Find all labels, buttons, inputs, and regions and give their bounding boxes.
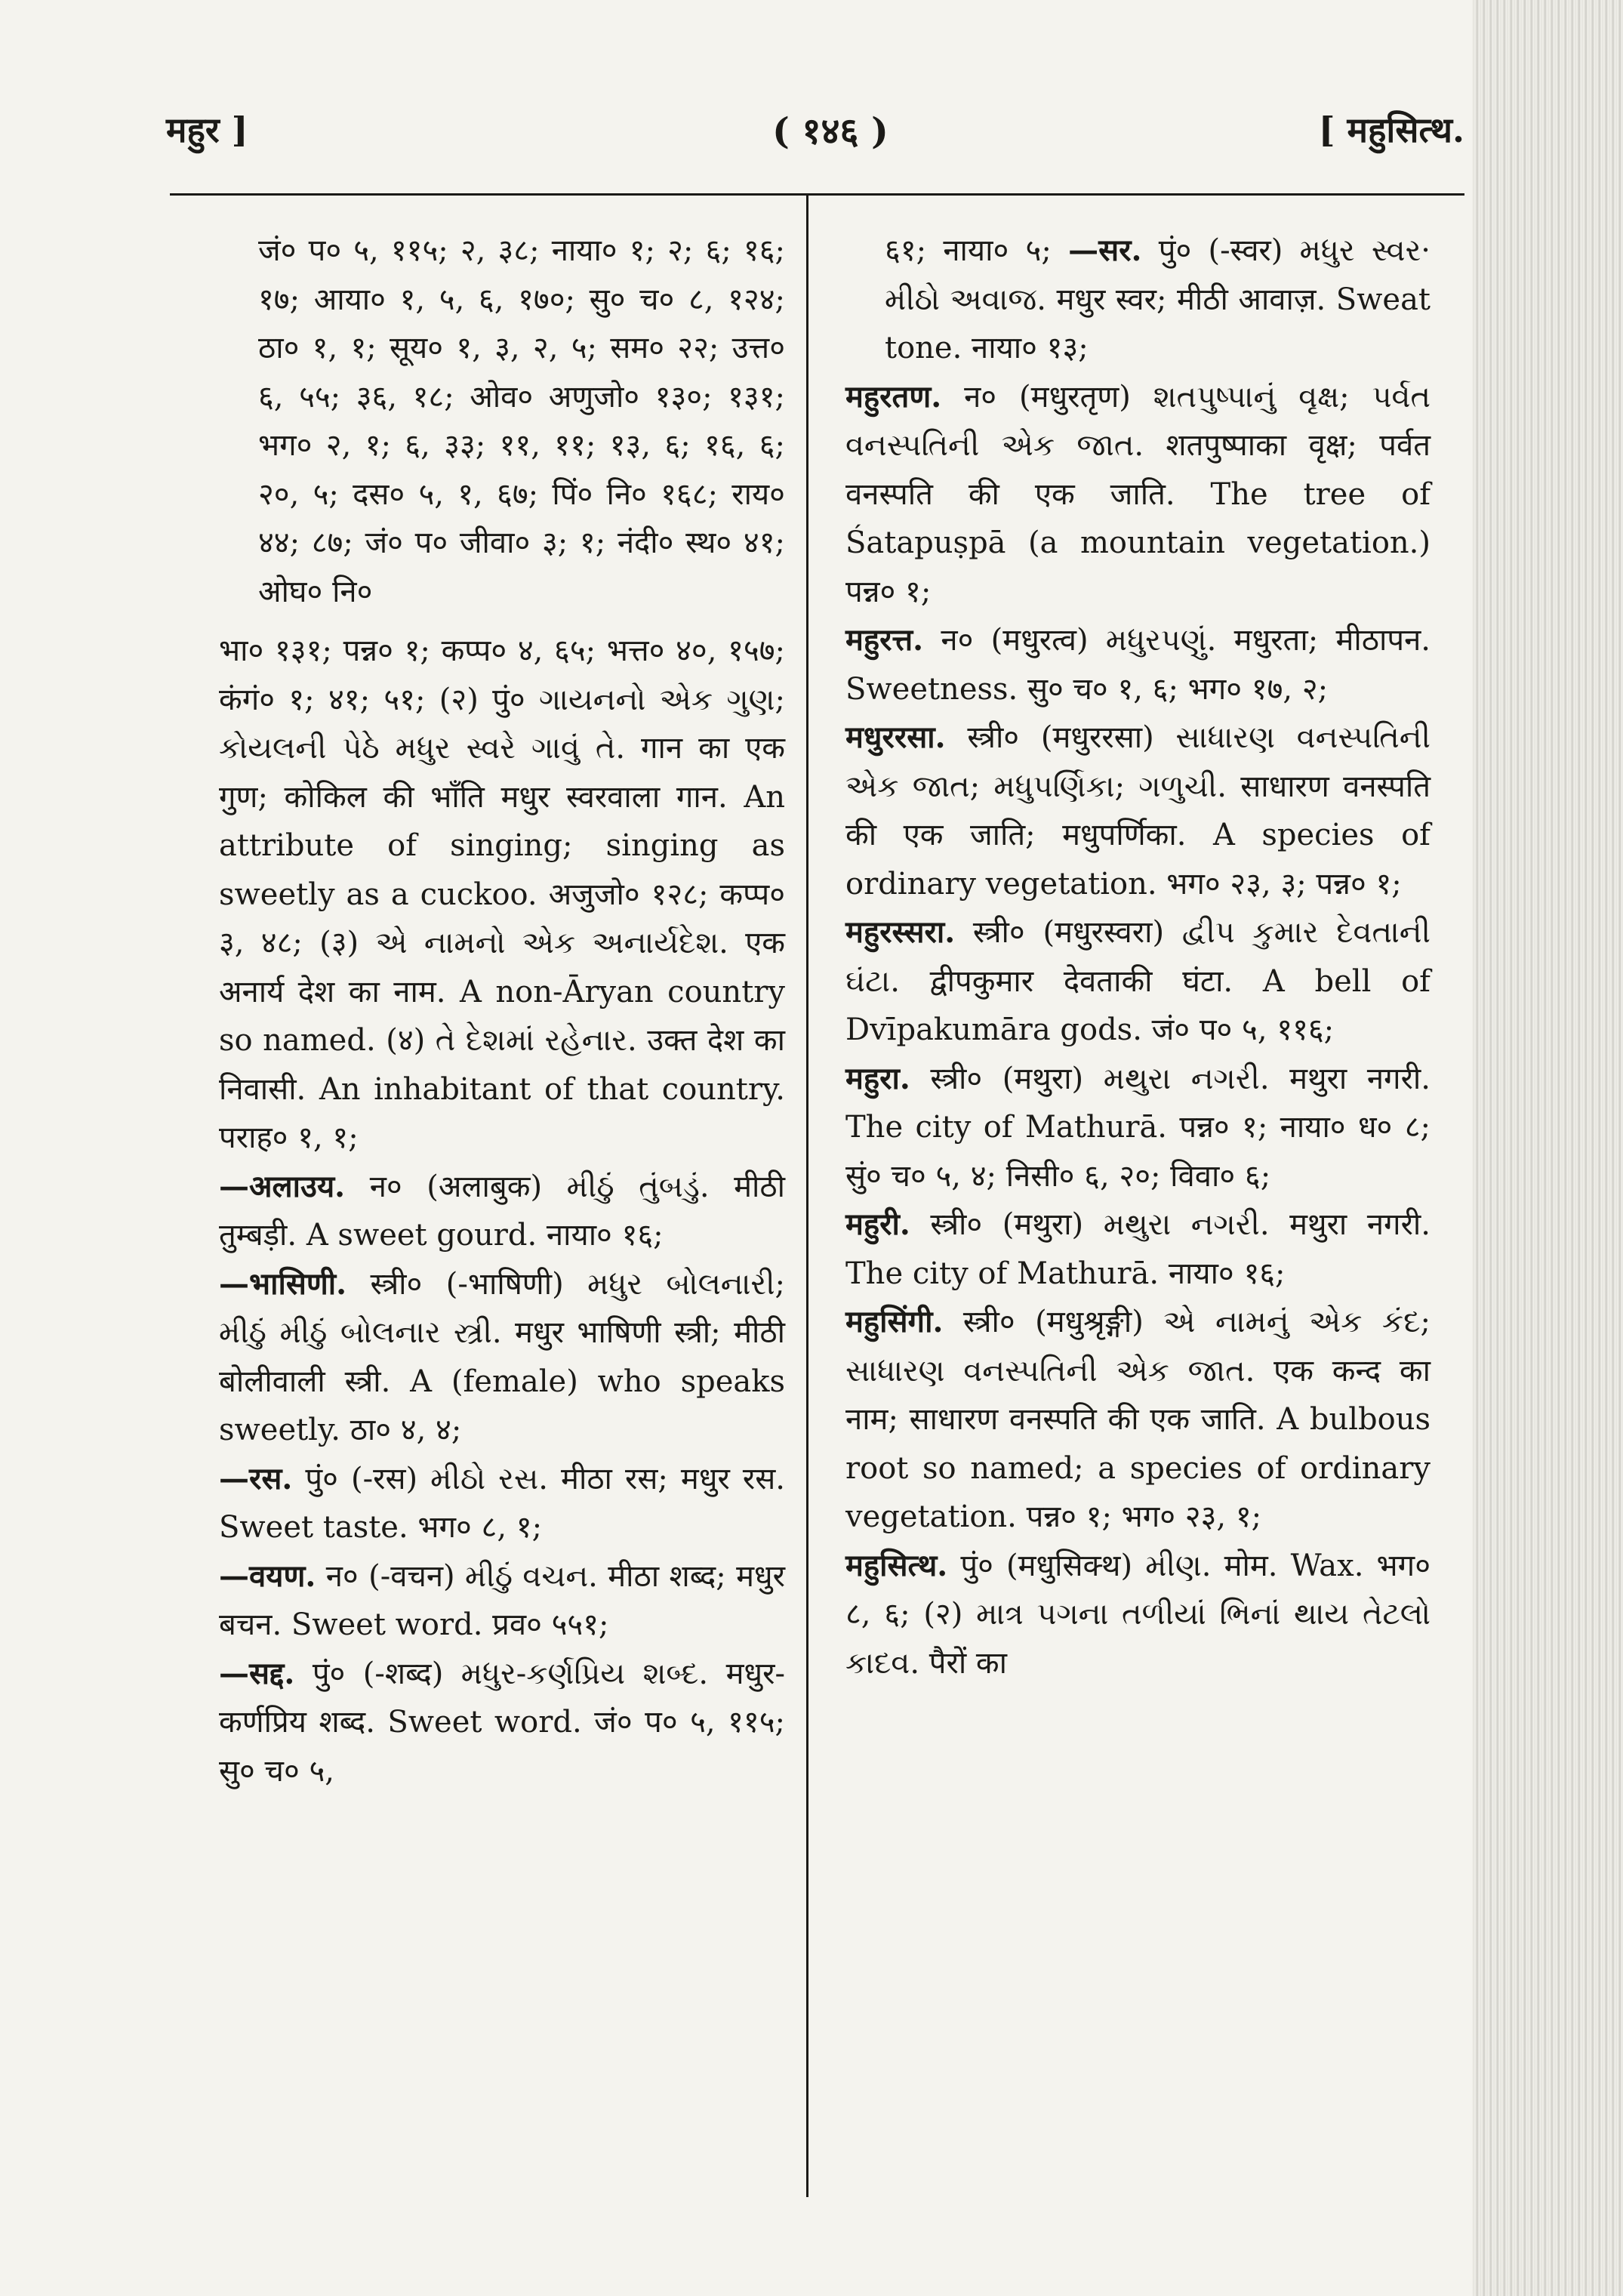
definition: स्त्री० (मधुररसा) સાધારણ વનસ્પતિની એક જાત; મધુપર્ણિકા; ગળુચી. साधारण वनस्पति की एक जाति; मधुपर्णिका. A species of ordinary vegetation. भग० २३, ३; पन्न० १; <box>845 720 1431 901</box>
dictionary-entry <box>845 1542 1431 1688</box>
definition: न० (अलाबुक) મીઠું તુંબડું. मीठी तुम्बड़ी. A sweet gourd. नाया० १६; <box>219 1169 785 1253</box>
headword: —सद्द. <box>219 1655 295 1691</box>
dictionary-entry <box>845 1298 1431 1542</box>
headword: —रस. <box>219 1460 293 1496</box>
headword: —सर. <box>1068 233 1142 268</box>
sub-entry-vayana <box>219 1552 785 1650</box>
header-right-guideword: [ महुसित्थ. <box>1318 109 1464 150</box>
headword: महुरी. <box>845 1207 910 1242</box>
definition: पुं० (-स्वर) મધુર સ્વર· મીઠો અવાજ. मधुर स्वर; मीठी आवाज़. Sweat tone. नाया० १३; <box>885 233 1431 365</box>
headword: महुरा. <box>845 1060 910 1096</box>
definition: न० (मधुरत्व) મધુરપણું. मधुरता; मीठापन. Sweetness. सु० च० १, ६; भग० १७, २; <box>845 623 1431 707</box>
entry-continuation <box>845 227 1431 373</box>
headword: महुसित्थ. <box>845 1547 948 1583</box>
dictionary-entry <box>845 1200 1431 1298</box>
headword: —भासिणी. <box>219 1265 347 1302</box>
headword: —वयण. <box>219 1558 316 1594</box>
dictionary-entry <box>845 616 1431 713</box>
headword: महुरस्सरा. <box>845 914 956 950</box>
headword: मधुररसा. <box>845 720 946 755</box>
headword: महुरत्त. <box>845 622 924 658</box>
page-header <box>166 106 1464 166</box>
definition: स्त्री० (मथुरा) મથુરા નગરી. मथुरा नगरी. The city of Mathurā. पन्न० १; नाया० ध० ८; सुं० च० ५, ४; निसी० ६, २०; विवा० ६; <box>845 1061 1431 1194</box>
sub-entry-alaauy <box>219 1163 785 1260</box>
citation: ६१; नाया० ५; <box>885 233 1052 268</box>
headword: महुरतण. <box>845 378 942 415</box>
right-column <box>845 227 1431 1687</box>
dictionary-entry <box>845 1055 1431 1201</box>
definition: न० (मधुरतृण) શતપુષ્પાનું વૃક્ષ; પર્વત વનસ્પતિની એક જાત. शतपुष्पाका वृक्ष; पर्वत वनस्पति की एक जाति. The tree of Śatapuṣpā (a mountain vegetation.) पन्न० १; <box>845 379 1431 609</box>
column-divider <box>806 195 808 2197</box>
left-column <box>219 227 785 1795</box>
page-number: ( १४६ ) <box>772 110 888 153</box>
definition: स्त्री० (मधुरस्वरा) દ્વીપ કુમાર દેવતાની ઘંટા. द्वीपकुमार देवताकी घंटा. A bell of Dvīpakumāra gods. जं० प० ५, ११६; <box>845 915 1431 1047</box>
definition: स्त्री० (मधुश्रृङ्गी) એ નામનું એક કંદ; સાધારણ વનસ્પતિની એક જાત. एक कन्द का नाम; साधारण वनस्पति की एक जाति. A bulbous root so named; a species of ordinary vegetation. पन्न० १; भग० २३, १; <box>845 1305 1431 1534</box>
entry-continuation: भा० १३१; पन्न० १; कप्प० ४, ६५; भत्त० ४०, १५७; कंगं० १; ४१; ५१; (२) पुं० ગાયનનો એક ગુણ; કોયલની પેઠે મધુર સ્વરે ગાવું તે. गान का एक गुण; कोकिल की भाँति मधुर स्वरवाला गान. An attribute of singing; singing as sweetly as a cuckoo. अजुजो० १२८; कप्प० ३, ४८; (३) એ નામનો એક અનાર્યદેશ. एक अनार्य देश का नाम. A non-Āryan country so named. (४) તે દેશમાં રહેનાર. उक्त देश का निवासी. An inhabitant of that country. पराह० १, १; <box>219 633 785 1155</box>
header-rule <box>170 193 1464 196</box>
definition: पुं० (-रस) મીઠો રસ. मीठा रस; मधुर रस. Sweet taste. भग० ८, १; <box>219 1461 785 1545</box>
definition: स्त्री० (मथुरा) મથુરા નગરી. मथुरा नगरी. The city of Mathurā. नाया० १६; <box>845 1207 1431 1291</box>
dictionary-entry <box>845 713 1431 908</box>
sub-entry-sadda <box>219 1650 785 1796</box>
sub-entry-rasa <box>219 1455 785 1552</box>
sub-entry-bhasini <box>219 1260 785 1455</box>
definition: पुं० (मधुसिक्थ) મીણ. मोम. Wax. भग० ८, ६; (२) માત્ર પગના તળીયાં ભિનાં થાય તેટલો કાદવ. पैरों का <box>845 1548 1431 1681</box>
headword: महुसिंगी. <box>845 1304 944 1339</box>
headword: —अलाउय. <box>219 1168 346 1204</box>
page-edge-shadow <box>1472 0 1623 2296</box>
header-left-guideword: महुर ] <box>166 109 248 150</box>
definition: न० (-वचन) મીઠું વચન. मीठा शब्द; मधुर बचन. Sweet word. प्रव० ५५१; <box>219 1558 786 1642</box>
definition: स्त्री० (-भाषिणी) મધુર બોલનારી; મીઠું મીઠું બોલનાર સ્ત્રી. मधुर भाषिणी स्त्री; मीठी बोलीवाली स्त्री. A (female) who speaks sweetly. ठा० ४, ४; <box>219 1266 786 1447</box>
definition: पुं० (-शब्द) મધુર-કર્ણપ્રિય શબ્દ. मधुर-कर्णप्रिय शब्द. Sweet word. जं० प० ५, ११५; सु० च० ५, <box>219 1656 785 1789</box>
dictionary-entry <box>845 373 1431 617</box>
dictionary-entry <box>845 908 1431 1055</box>
entry-continuation: जं० प० ५, ११५; २, ३८; नाया० १; २; ६; १६; १७; आया० १, ५, ६, १७०; सु० च० ८, १२४; ठा० १, १; सूय० १, ३, २, ५; सम० २२; उत्त० ६, ५५; ३६, १८; ओव० अणुजो० १३०; १३१; भग० २, १; ६, ३३; ११, ११; १३, ६; १६, ६; २०, ५; दस० ५, १, ६७; पिं० नि० १६८; राय० ४४; ८७; जं० प० जीवा० ३; १; नंदी० स्थ० ४१; ओघ० नि० <box>258 233 785 609</box>
